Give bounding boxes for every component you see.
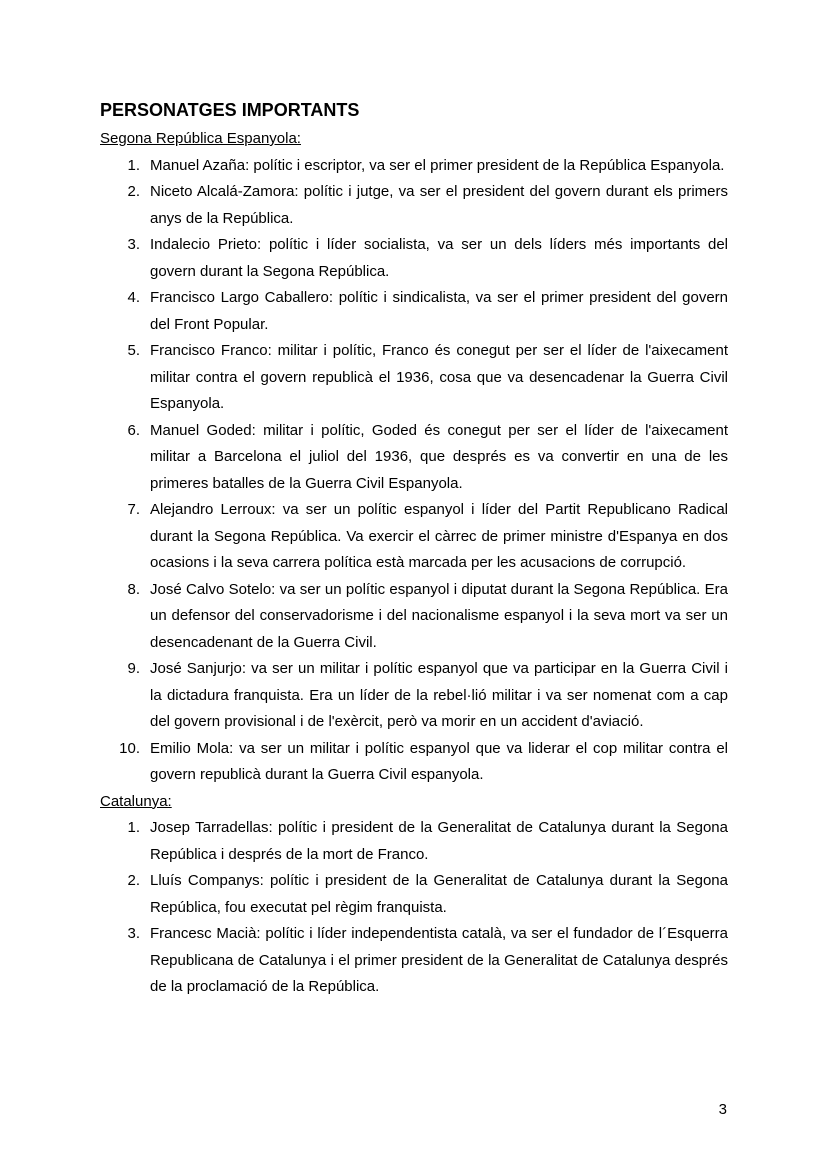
list-item-text: Emilio Mola: va ser un militar i polític espanyol que va liderar el cop militar contra el govern republicà durant la Guerra Civil espanyola. <box>150 739 728 783</box>
list-item-number: 5. <box>127 342 140 359</box>
list-item <box>100 153 728 180</box>
list-item-number: 1. <box>127 156 140 174</box>
list-item <box>100 497 728 577</box>
list-item-text: José Calvo Sotelo: va ser un polític espanyol i diputat durant la Segona República. Era un defensor del conservadorisme i del nacionalisme espanyol i la seva mort va ser un desencadenant de la Guerra Civil. <box>150 580 728 651</box>
list-item <box>100 656 728 736</box>
list-item-text: Manuel Goded: militar i polític, Goded és conegut per ser el líder de l'aixecament militar a Barcelona el juliol del 1936, que després es va convertir en una de les primeres batalles de la Guerra Civil Espanyola. <box>150 421 728 492</box>
list-item-text: Manuel Azaña: polític i escriptor, va ser el primer president de la República Espanyola. <box>150 156 725 174</box>
list-item <box>100 815 728 868</box>
list-item-number: 4. <box>127 289 140 306</box>
list-item-text: Francisco Franco: militar i polític, Franco és conegut per ser el líder de l'aixecament militar contra el govern republicà el 1936, cosa que va desencadenar la Guerra Civil Espanyola. <box>150 342 728 412</box>
list-item-text: Francesc Macià: polític i líder independentista català, va ser el fundador de l´Esquerra Republicana de Catalunya i el primer president de la Generalitat de Catalunya després de la proclamació de la República. <box>150 925 728 995</box>
section-title-segona-republica: Segona República Espanyola: <box>100 130 301 147</box>
list-item <box>100 418 728 498</box>
list-item <box>100 736 728 789</box>
list-item-number: 2. <box>127 183 140 200</box>
list-item <box>100 868 728 921</box>
list-item-text: José Sanjurjo: va ser un militar i polític espanyol que va participar en la Guerra Civil i la dictadura franquista. Era un líder de la rebel·lió militar i va ser nomenat com a cap del govern provisional i de l'exèrcit, però va morir en un accident d'aviació. <box>150 660 728 730</box>
list-item <box>100 577 728 657</box>
page-title: PERSONATGES IMPORTANTS <box>100 100 360 120</box>
list-item-number: 8. <box>127 580 140 598</box>
list-item <box>100 232 728 285</box>
list-segona-republica <box>100 153 728 789</box>
list-item-number: 10. <box>119 739 140 757</box>
list-item-number: 6. <box>127 421 140 439</box>
list-item-text: Josep Tarradellas: polític i president de la Generalitat de Catalunya durant la Segona República i després de la mort de Franco. <box>150 819 728 863</box>
list-item-number: 9. <box>127 660 140 677</box>
list-catalunya <box>100 815 728 1001</box>
list-item-text: Lluís Companys: polític i president de la Generalitat de Catalunya durant la Segona República, fou executat pel règim franquista. <box>150 872 728 916</box>
list-item-number: 3. <box>127 236 140 253</box>
list-item-text: Francisco Largo Caballero: polític i sindicalista, va ser el primer president del govern del Front Popular. <box>150 289 728 333</box>
list-item <box>100 285 728 338</box>
list-item <box>100 179 728 232</box>
section-title-catalunya: Catalunya: <box>100 792 172 810</box>
list-item <box>100 921 728 1001</box>
list-item-number: 1. <box>127 819 140 836</box>
list-item-text: Alejandro Lerroux: va ser un polític espanyol i líder del Partit Republicano Radical durant la Segona República. Va exercir el càrrec de primer ministre d'Espanya en dos ocasions i la seva carrera política està marcada per les acusacions de corrupció. <box>150 501 728 571</box>
list-item-number: 7. <box>127 501 140 518</box>
document-page <box>100 98 728 1001</box>
page-number: 3 <box>718 1101 727 1118</box>
list-item-number: 3. <box>127 925 140 942</box>
list-item <box>100 338 728 418</box>
list-item-text: Niceto Alcalá-Zamora: polític i jutge, va ser el president del govern durant els primers anys de la República. <box>150 183 728 227</box>
list-item-number: 2. <box>127 872 140 889</box>
list-item-text: Indalecio Prieto: polític i líder socialista, va ser un dels líders més importants del govern durant la Segona República. <box>150 236 728 280</box>
